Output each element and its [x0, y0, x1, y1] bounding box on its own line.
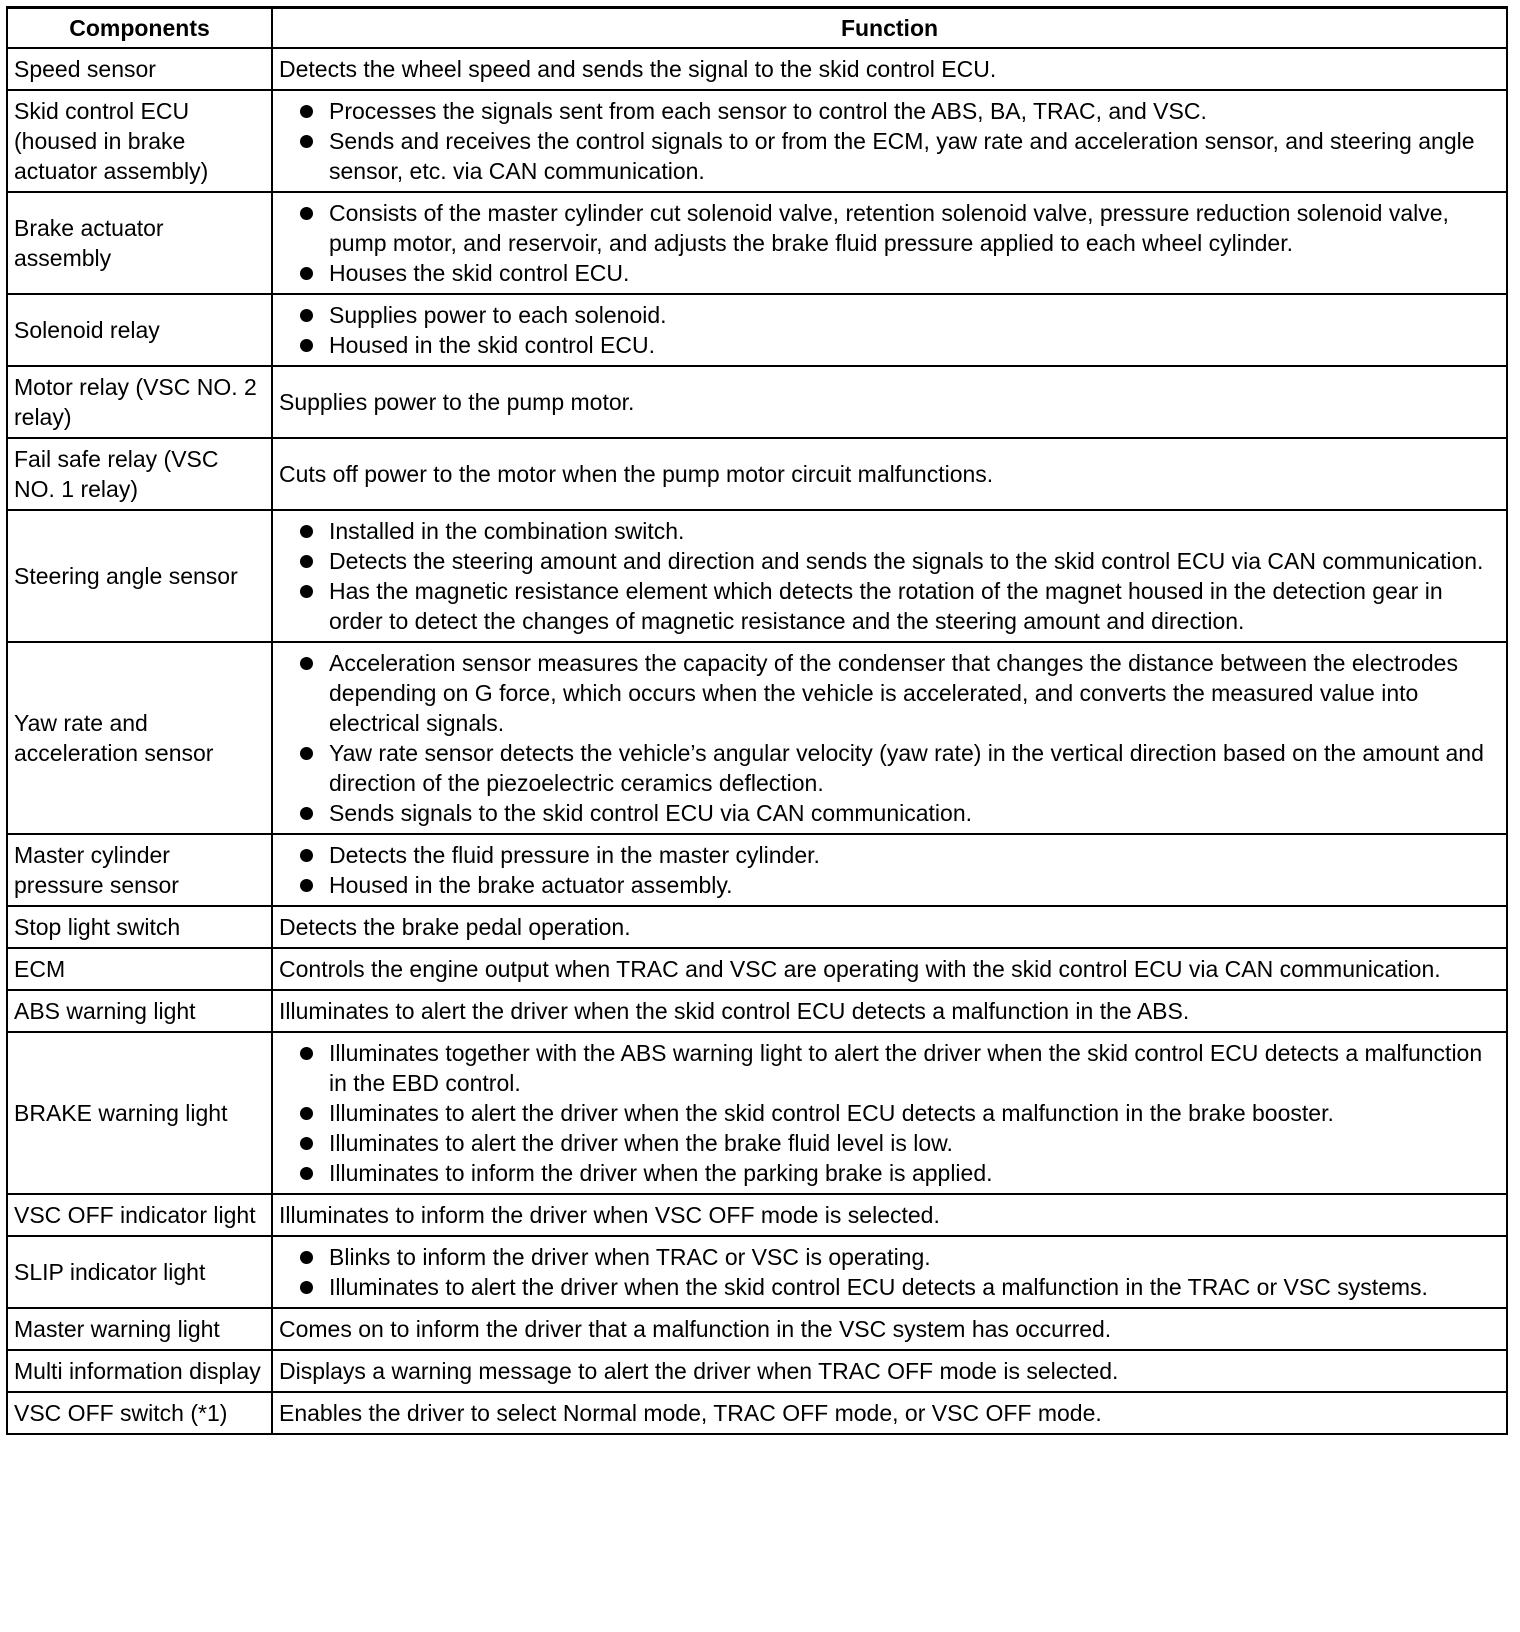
table-row: [7, 834, 1507, 906]
function-bullet-item: Consists of the master cylinder cut solenoid valve, retention solenoid valve, pressure reduction solenoid valve, pump motor, and reservoir, and adjusts the brake fluid pressure applied to each wheel cylinder.: [329, 198, 1500, 258]
component-cell: Multi information display: [7, 1350, 272, 1392]
function-bullet-item: Illuminates together with the ABS warning light to alert the driver when the skid control ECU detects a malfunction in the EBD control.: [329, 1038, 1500, 1098]
function-bullet-item: Illuminates to alert the driver when the skid control ECU detects a malfunction in the TRAC or VSC systems.: [329, 1272, 1500, 1302]
function-bullet-item: Sends and receives the control signals to or from the ECM, yaw rate and acceleration sensor, and steering angle sensor, etc. via CAN communication.: [329, 126, 1500, 186]
function-bullet-item: Houses the skid control ECU.: [329, 258, 1500, 288]
function-cell: Illuminates to alert the driver when the skid control ECU detects a malfunction in the ABS.: [272, 990, 1507, 1032]
function-cell: Supplies power to the pump motor.: [272, 366, 1507, 438]
component-cell: SLIP indicator light: [7, 1236, 272, 1308]
function-bullet-item: Illuminates to alert the driver when the skid control ECU detects a malfunction in the brake booster.: [329, 1098, 1500, 1128]
table-row: [7, 1392, 1507, 1434]
function-bullet-list: [279, 840, 1500, 900]
function-cell: Detects the wheel speed and sends the signal to the skid control ECU.: [272, 48, 1507, 90]
function-cell: Cuts off power to the motor when the pump motor circuit malfunctions.: [272, 438, 1507, 510]
function-bullet-list: [279, 1038, 1500, 1188]
function-cell: [272, 294, 1507, 366]
table-row: [7, 1032, 1507, 1194]
table-row: [7, 1236, 1507, 1308]
component-cell: ECM: [7, 948, 272, 990]
table-row: [7, 1308, 1507, 1350]
column-header-function: Function: [272, 8, 1507, 49]
table-header-row: [7, 8, 1507, 49]
component-cell: Brake actuator assembly: [7, 192, 272, 294]
function-cell: Displays a warning message to alert the driver when TRAC OFF mode is selected.: [272, 1350, 1507, 1392]
component-cell: Yaw rate and acceleration sensor: [7, 642, 272, 834]
table-row: [7, 438, 1507, 510]
component-cell: Steering angle sensor: [7, 510, 272, 642]
function-bullet-item: Acceleration sensor measures the capacity of the condenser that changes the distance between the electrodes depending on G force, which occurs when the vehicle is accelerated, and converts the measured value into electrical signals.: [329, 648, 1500, 738]
component-cell: Skid control ECU (housed in brake actuator assembly): [7, 90, 272, 192]
function-bullet-list: [279, 516, 1500, 636]
component-cell: Master cylinder pressure sensor: [7, 834, 272, 906]
table-row: [7, 990, 1507, 1032]
function-bullet-item: Sends signals to the skid control ECU via CAN communication.: [329, 798, 1500, 828]
function-bullet-item: Blinks to inform the driver when TRAC or VSC is operating.: [329, 1242, 1500, 1272]
function-bullet-list: [279, 1242, 1500, 1302]
function-cell: [272, 1032, 1507, 1194]
function-bullet-item: Detects the fluid pressure in the master cylinder.: [329, 840, 1500, 870]
component-cell: VSC OFF switch (*1): [7, 1392, 272, 1434]
table-row: [7, 906, 1507, 948]
function-bullet-item: Detects the steering amount and direction and sends the signals to the skid control ECU via CAN communication.: [329, 546, 1500, 576]
components-function-table: [6, 6, 1508, 1435]
function-cell: [272, 510, 1507, 642]
function-bullet-item: Illuminates to alert the driver when the brake fluid level is low.: [329, 1128, 1500, 1158]
table-row: [7, 1194, 1507, 1236]
component-cell: Motor relay (VSC NO. 2 relay): [7, 366, 272, 438]
component-cell: ABS warning light: [7, 990, 272, 1032]
function-cell: Enables the driver to select Normal mode, TRAC OFF mode, or VSC OFF mode.: [272, 1392, 1507, 1434]
function-bullet-list: [279, 198, 1500, 288]
table-row: [7, 642, 1507, 834]
component-cell: BRAKE warning light: [7, 1032, 272, 1194]
function-cell: Controls the engine output when TRAC and VSC are operating with the skid control ECU via CAN communication.: [272, 948, 1507, 990]
table-row: [7, 192, 1507, 294]
table-row: [7, 294, 1507, 366]
function-bullet-item: Illuminates to inform the driver when the parking brake is applied.: [329, 1158, 1500, 1188]
table-row: [7, 48, 1507, 90]
table-row: [7, 948, 1507, 990]
function-bullet-item: Installed in the combination switch.: [329, 516, 1500, 546]
function-cell: Illuminates to inform the driver when VSC OFF mode is selected.: [272, 1194, 1507, 1236]
component-cell: Solenoid relay: [7, 294, 272, 366]
function-bullet-list: [279, 648, 1500, 828]
function-bullet-item: Processes the signals sent from each sensor to control the ABS, BA, TRAC, and VSC.: [329, 96, 1500, 126]
function-cell: Detects the brake pedal operation.: [272, 906, 1507, 948]
table-body: [7, 48, 1507, 1434]
table-row: [7, 1350, 1507, 1392]
function-bullet-item: Has the magnetic resistance element which detects the rotation of the magnet housed in the detection gear in order to detect the changes of magnetic resistance and the steering amount and direction.: [329, 576, 1500, 636]
function-cell: Comes on to inform the driver that a malfunction in the VSC system has occurred.: [272, 1308, 1507, 1350]
function-cell: [272, 642, 1507, 834]
function-bullet-list: [279, 300, 1500, 360]
component-cell: Stop light switch: [7, 906, 272, 948]
function-cell: [272, 192, 1507, 294]
function-cell: [272, 834, 1507, 906]
function-bullet-item: Housed in the brake actuator assembly.: [329, 870, 1500, 900]
function-bullet-item: Yaw rate sensor detects the vehicle’s angular velocity (yaw rate) in the vertical direction based on the amount and direction of the piezoelectric ceramics deflection.: [329, 738, 1500, 798]
function-cell: [272, 90, 1507, 192]
table-row: [7, 90, 1507, 192]
table-row: [7, 366, 1507, 438]
column-header-components: Components: [7, 8, 272, 49]
component-cell: Fail safe relay (VSC NO. 1 relay): [7, 438, 272, 510]
component-cell: VSC OFF indicator light: [7, 1194, 272, 1236]
component-cell: Master warning light: [7, 1308, 272, 1350]
function-bullet-item: Housed in the skid control ECU.: [329, 330, 1500, 360]
function-cell: [272, 1236, 1507, 1308]
function-bullet-list: [279, 96, 1500, 186]
component-cell: Speed sensor: [7, 48, 272, 90]
function-bullet-item: Supplies power to each solenoid.: [329, 300, 1500, 330]
table-row: [7, 510, 1507, 642]
